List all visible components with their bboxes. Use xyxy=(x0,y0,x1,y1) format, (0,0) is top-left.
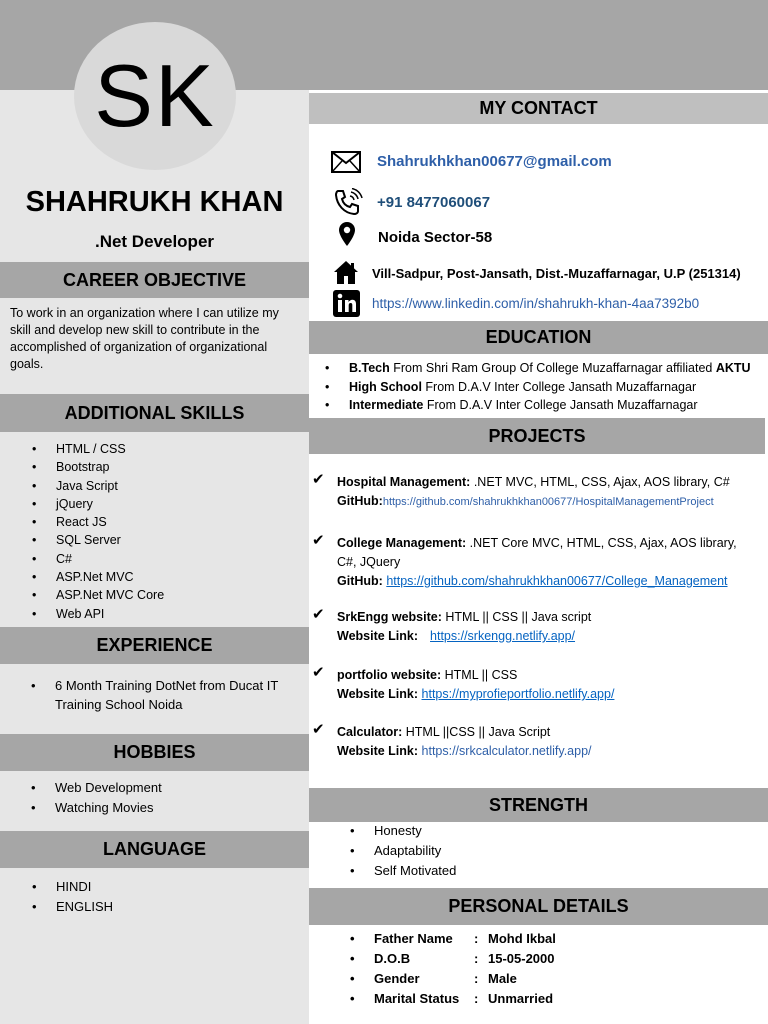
education-text: From D.A.V Inter College Jansath Muzaffarnagar xyxy=(421,379,697,394)
education-degree: B.Tech xyxy=(349,361,390,375)
education-text: From Shri Ram Group Of College Muzaffarnagar affiliated xyxy=(389,361,716,375)
project-tech: HTML || CSS xyxy=(441,668,518,682)
personal-separator: : xyxy=(474,991,479,1006)
list-item: • 6 Month Training DotNet from Ducat IT Training School Noida xyxy=(55,676,295,714)
project-link-label: GitHub: xyxy=(337,494,383,508)
list-item xyxy=(374,989,556,1009)
project-link-label: Website Link: xyxy=(337,744,419,758)
home-icon xyxy=(333,259,359,285)
list-item: • Java Script xyxy=(56,477,164,495)
checkmark-icon: ✔ xyxy=(312,721,325,738)
contact-phone[interactable]: +91 8477060067 xyxy=(377,194,491,211)
phone-icon xyxy=(333,188,363,216)
project-tech: HTML || CSS || Java script xyxy=(441,610,592,624)
section-header-hobbies: HOBBIES xyxy=(0,734,309,771)
list-item xyxy=(374,949,556,969)
project-link[interactable]: https://myprofieportfolio.netlify.app/ xyxy=(421,687,615,701)
envelope-icon xyxy=(331,151,361,173)
list-item: • Bootstrap xyxy=(56,458,164,476)
personal-label: D.O.B xyxy=(374,951,411,966)
project-title: portfolio website: xyxy=(337,668,442,682)
personal-label: Marital Status xyxy=(374,991,460,1006)
hobbies-list xyxy=(55,778,162,818)
personal-value: 15-05-2000 xyxy=(488,951,555,966)
personal-separator: : xyxy=(474,951,479,966)
personal-label: Father Name xyxy=(374,931,453,946)
section-header-personal-details: PERSONAL DETAILS xyxy=(309,888,768,925)
project-link[interactable]: https://srkengg.netlify.app/ xyxy=(430,629,576,643)
personal-value: Male xyxy=(488,971,517,986)
education-degree: Intermediate xyxy=(349,398,424,413)
project-title: Calculator: xyxy=(337,725,403,739)
project-link[interactable]: https://srkcalculator.netlify.app/ xyxy=(421,744,592,758)
skills-list xyxy=(56,440,164,623)
list-item: • Adaptability xyxy=(374,841,456,861)
project-title: Hospital Management: xyxy=(337,475,471,489)
avatar xyxy=(74,22,236,170)
education-suffix: AKTU xyxy=(715,361,751,375)
section-header-projects: PROJECTS xyxy=(309,418,765,454)
checkmark-icon: ✔ xyxy=(312,664,325,681)
personal-label: Gender xyxy=(374,971,420,986)
personal-value: Mohd Ikbal xyxy=(488,931,556,946)
project-link-label: GitHub: xyxy=(337,574,383,588)
project-title: College Management: xyxy=(337,536,467,550)
list-item: • ASP.Net MVC Core xyxy=(56,586,164,604)
project-link[interactable]: https://github.com/shahrukhkhan00677/College_Management xyxy=(386,574,728,588)
list-item: • jQuery xyxy=(56,495,164,513)
personal-separator: : xyxy=(474,971,479,986)
list-item xyxy=(349,359,751,378)
contact-email[interactable]: Shahrukhkhan00677@gmail.com xyxy=(377,153,612,170)
project-tech: .NET MVC, HTML, CSS, Ajax, AOS library, C# xyxy=(470,475,730,489)
list-item: • HTML / CSS xyxy=(56,440,164,458)
list-item: • SQL Server xyxy=(56,531,164,549)
personal-details-list xyxy=(374,929,556,1009)
checkmark-icon: ✔ xyxy=(312,532,325,549)
contact-linkedin[interactable]: https://www.linkedin.com/in/shahrukh-khan-4aa7392b0 xyxy=(372,296,700,311)
list-item xyxy=(349,378,751,397)
experience-list xyxy=(55,676,295,714)
location-pin-icon xyxy=(338,221,356,247)
education-list xyxy=(349,359,751,415)
section-header-education: EDUCATION xyxy=(309,321,768,354)
list-item xyxy=(374,929,556,949)
list-item xyxy=(349,396,751,415)
project-link-label: Website Link: xyxy=(337,687,419,701)
list-item: • Web API xyxy=(56,605,164,623)
personal-value: Unmarried xyxy=(488,991,554,1006)
section-header-additional-skills: ADDITIONAL SKILLS xyxy=(0,394,309,432)
list-item: • Self Motivated xyxy=(374,861,456,881)
candidate-name: SHAHRUKH KHAN xyxy=(25,186,284,218)
section-header-experience: EXPERIENCE xyxy=(0,627,309,664)
list-item xyxy=(374,969,556,989)
list-item: • HINDI xyxy=(56,877,113,897)
education-text: From D.A.V Inter College Jansath Muzaffarnagar xyxy=(423,398,698,413)
section-header-career-objective: CAREER OBJECTIVE xyxy=(0,262,309,298)
strength-list xyxy=(374,821,456,881)
list-item: • ASP.Net MVC xyxy=(56,568,164,586)
list-item: • Watching Movies xyxy=(55,798,162,818)
section-header-language: LANGUAGE xyxy=(0,831,309,868)
candidate-role: .Net Developer xyxy=(94,232,215,251)
project-link[interactable]: https://github.com/shahrukhkhan00677/HospitalManagementProject xyxy=(382,496,714,508)
project-link-label: Website Link: xyxy=(337,629,419,643)
list-item: • Honesty xyxy=(374,821,456,841)
list-item: • Web Development xyxy=(55,778,162,798)
list-item: • ENGLISH xyxy=(56,897,113,917)
project-tech: HTML ||CSS || Java Script xyxy=(402,725,551,739)
section-header-my-contact: MY CONTACT xyxy=(309,93,768,124)
career-objective-text: To work in an organization where I can utilize my skill and develop new skill to contribute in the accomplished of organization of organizational goals. xyxy=(10,306,279,371)
project-tech: .NET Core MVC, HTML, CSS, Ajax, AOS library, C#, JQuery xyxy=(337,536,737,569)
personal-separator: : xyxy=(474,931,479,946)
avatar-initials: SK xyxy=(94,46,216,145)
checkmark-icon: ✔ xyxy=(312,471,325,488)
contact-location: Noida Sector-58 xyxy=(378,229,493,246)
education-degree: High School xyxy=(349,379,422,394)
list-item: • C# xyxy=(56,550,164,568)
languages-list xyxy=(56,877,113,917)
contact-address: Vill-Sadpur, Post-Jansath, Dist.-Muzaffarnagar, U.P (251314) xyxy=(372,266,741,281)
linkedin-icon[interactable] xyxy=(333,290,360,317)
list-item: • React JS xyxy=(56,513,164,531)
project-title: SrkEngg website: xyxy=(337,610,442,624)
section-header-strength: STRENGTH xyxy=(309,788,768,822)
checkmark-icon: ✔ xyxy=(312,606,325,623)
